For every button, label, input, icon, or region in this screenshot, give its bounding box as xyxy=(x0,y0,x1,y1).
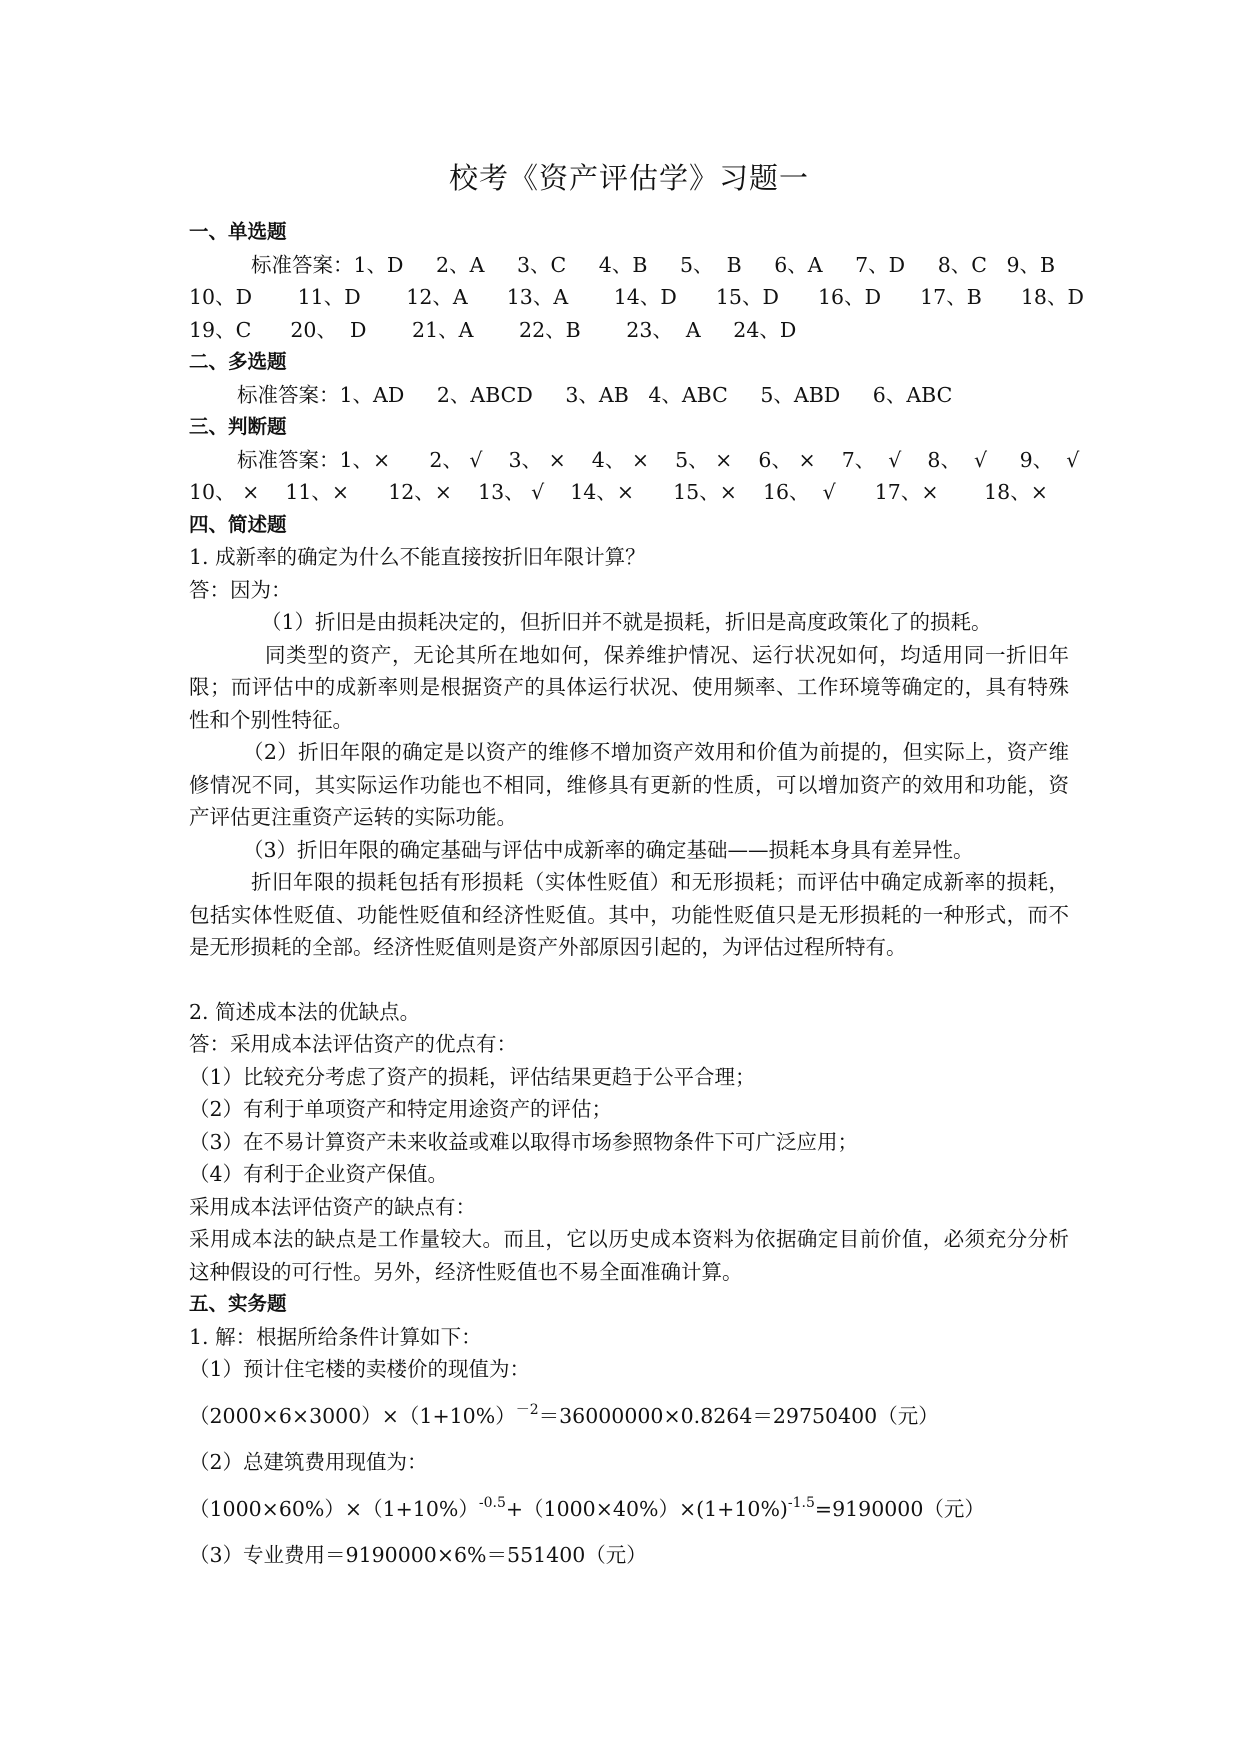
list-item: （3）在不易计算资产未来收益或难以取得市场参照物条件下可广泛应用； xyxy=(189,1129,859,1154)
formula-part: ＝36000000×0.8264＝29750400（元） xyxy=(538,1403,939,1428)
answer-lead: 答：采用成本法评估资产的优点有： xyxy=(189,1032,517,1056)
solution-line: 1. 解：根据所给条件计算如下： xyxy=(189,1324,482,1349)
formula-line xyxy=(189,1493,1069,1526)
section-heading-practice: 五、实务题 xyxy=(189,1292,287,1315)
list-item: （2）有利于单项资产和特定用途资产的评估； xyxy=(189,1097,613,1121)
formula-part: +（1000×40%）×(1+10%) xyxy=(505,1496,788,1521)
answer-paragraph: （3）折旧年限的确定基础与评估中成新率的确定基础——损耗本身具有差异性。 xyxy=(243,837,974,862)
spacer xyxy=(189,964,1069,996)
document-page xyxy=(189,158,1084,1572)
document-title: 校考《资产评估学》习题一 xyxy=(448,161,809,195)
formula-part: （1000×60%）×（1+10%） xyxy=(189,1496,479,1521)
answer-lead: 采用成本法评估资产的缺点有： xyxy=(189,1194,476,1219)
formula-part: （2000×6×3000）×（1+10%） xyxy=(189,1403,516,1428)
answer-paragraph: 采用成本法的缺点是工作量较大。而且，它以历史成本资料为依据确定目前价值，必须充分分析这种假设的可行性。另外，经济性贬值也不易全面准确计算。 xyxy=(189,1227,1069,1284)
answer-lead: 答：因为： xyxy=(189,577,292,602)
answer-line: 标准答案：1、D 2、A 3、C 4、B 5、 B 6、A 7、D 8、C 9、B xyxy=(251,252,1056,277)
answer-paragraph: 折旧年限的损耗包括有形损耗（实体性贬值）和无形损耗；而评估中确定成新率的损耗，包括实体性贬值、功能性贬值和经济性贬值。其中，功能性贬值只是无形损耗的一种形式，而不是无形损耗的全部。经济性贬值则是资产外部原因引起的，为评估过程所特有。 xyxy=(189,870,1069,959)
section-heading-true-false: 三、判断题 xyxy=(189,415,287,438)
formula-part: =9190000（元） xyxy=(814,1496,985,1521)
section-heading-single-choice: 一、单选题 xyxy=(189,220,287,243)
answer-line: 10、 × 11、× 12、× 13、 √ 14、× 15、× 16、 √ 17、× 18、× xyxy=(189,480,1048,504)
solution-line: （2）总建筑费用现值为： xyxy=(189,1450,428,1474)
section-heading-multi-choice: 二、多选题 xyxy=(189,350,287,373)
formula-exponent: -0.5 xyxy=(478,1494,506,1511)
answer-paragraph: （1）折旧是由损耗决定的，但折旧并不就是损耗，折旧是高度政策化了的损耗。 xyxy=(261,610,992,634)
list-item: （4）有利于企业资产保值。 xyxy=(189,1162,449,1186)
answer-line: 19、C 20、 D 21、A 22、B 23、 A 24、D xyxy=(189,317,797,342)
formula-exponent: －2 xyxy=(515,1401,539,1418)
question-text: 1. 成新率的确定为什么不能直接按折旧年限计算？ xyxy=(189,545,646,569)
answer-line: 标准答案：1、× 2、 √ 3、 × 4、 × 5、 × 6、 × 7、 √ 8、 √ 9、 √ xyxy=(237,447,1080,472)
formula-line xyxy=(189,1400,1069,1433)
answer-line: 10、D 11、D 12、A 13、A 14、D 15、D 16、D 17、B 18、D xyxy=(189,285,1084,309)
solution-line: （1）预计住宅楼的卖楼价的现值为： xyxy=(189,1357,531,1381)
answer-line: 标准答案：1、AD 2、ABCD 3、AB 4、ABC 5、ABD 6、ABC xyxy=(237,382,953,407)
answer-paragraph: 同类型的资产，无论其所在地如何，保养维护情况、运行状况如何，均适用同一折旧年限；而评估中的成新率则是根据资产的具体运行状况、使用频率、工作环境等确定的，具有特殊性和个别性特征。 xyxy=(189,642,1069,732)
formula-exponent: -1.5 xyxy=(787,1494,815,1511)
question-text: 2. 简述成本法的优缺点。 xyxy=(189,999,421,1024)
list-item: （1）比较充分考虑了资产的损耗，评估结果更趋于公平合理； xyxy=(189,1064,756,1089)
section-heading-short-answer: 四、简述题 xyxy=(189,512,287,536)
solution-line: （3）专业费用＝9190000×6%＝551400（元） xyxy=(189,1543,647,1567)
answer-paragraph: （2）折旧年限的确定是以资产的维修不增加资产效用和价值为前提的，但实际上，资产维修情况不同，其实际运作功能也不相同，维修具有更新的性质，可以增加资产的效用和功能，资产评估更注重资产运转的实际功能。 xyxy=(189,740,1069,829)
